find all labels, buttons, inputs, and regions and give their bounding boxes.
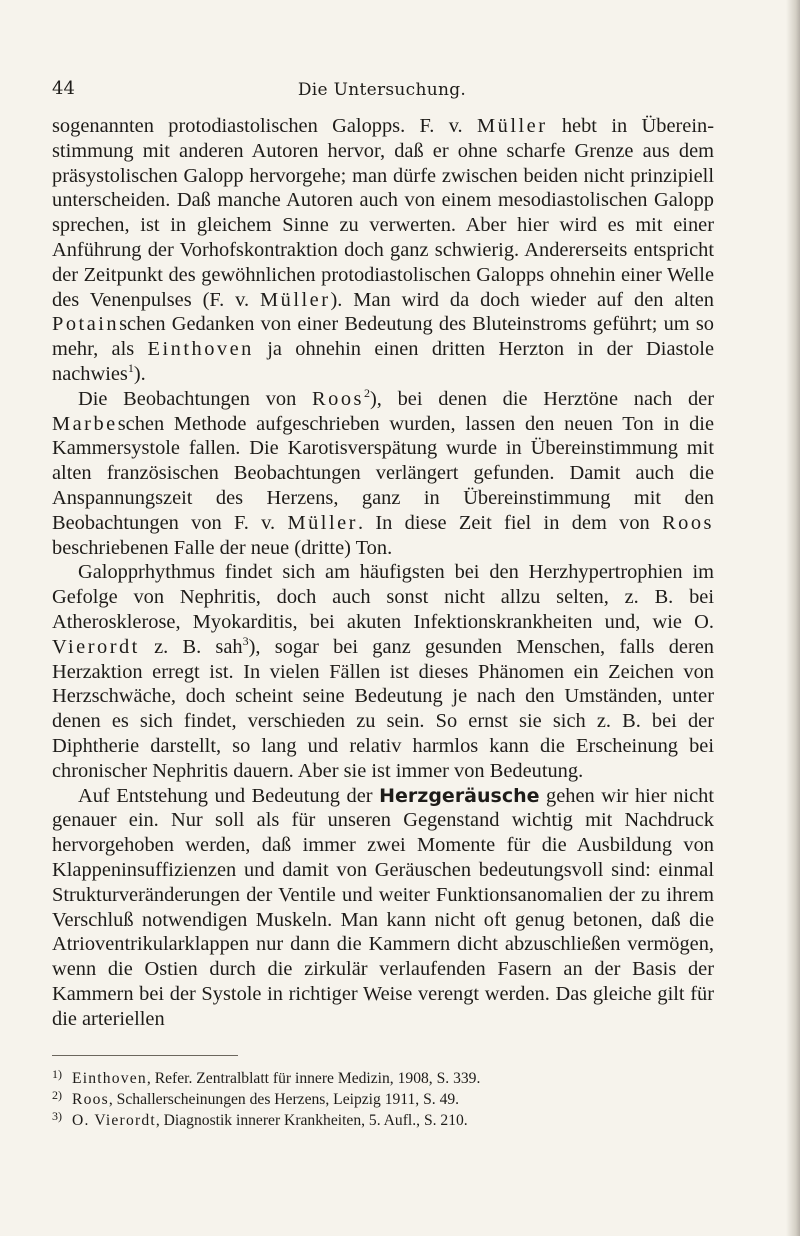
text-run: schen Methode aufgeschrieben wurden, lassen den neuen Ton in die Kammersystole fallen. Die Karotisverspätung wurde in Übereinstimmung mit alten französischen Beobachtungen verlängert gefunden. Damit auch die Anspannungszeit des Herzens, ganz in Übereinstimmung mit den Beobachtungen von F. v. [52,412,714,534]
text-run: schen Gedanken von einer Bedeutung des Bluteinstroms geführt; um so mehr, als [52,313,714,361]
text-run: z. B. sah [139,635,243,658]
text-run: . In diese Zeit fiel in dem von [357,511,663,534]
page-edge-shadow [786,0,800,1236]
footnotes [52,1068,712,1131]
footnote-author: O. Vierordt [72,1112,156,1129]
footnote: 1) Einthoven, Refer. Zentralblatt für innere Medizin, 1908, S. 339. [52,1067,481,1087]
text-run: Die Beobachtungen von [78,387,313,410]
author-name: Roos [662,511,714,534]
footnote-separator [52,1055,238,1056]
author-name: Einthoven [147,338,254,361]
paragraph [52,387,714,561]
author-name: Marbe [52,412,118,435]
body-text [52,114,714,1031]
author-name: Vierordt [52,635,140,658]
author-name: Müller [477,115,548,137]
footnote-citation: , Diagnostik innerer Krankheiten, 5. Aufl., S. 210. [155,1112,468,1129]
paragraph [52,560,714,783]
text-run: ). Man wird da doch wieder auf den alten [330,288,714,311]
footnote-ref: 2 [363,385,370,400]
footnote-ref: 1 [127,361,134,376]
footnote-author: Roos [72,1091,109,1108]
author-name: Müller [260,288,331,311]
text-run: Galopprhythmus findet sich am häufigsten bei den Herzhypertrophien im Gefolge von Nephritis, doch auch sonst nicht allzu selten, z. B. bei Atherosklerose, Myokarditis, bei akuten Infektionskrankheiten und, wie O. [52,561,714,633]
paragraph [52,114,714,387]
footnote-citation: , Schallerscheinungen des Herzens, Leipzig 1911, S. 49. [108,1091,460,1108]
running-title: Die Untersuchung. [297,80,467,100]
bold-term: Herzgeräusche [379,784,540,807]
text-run: hebt in Übereinstimmung mit anderen Autoren hervor, daß er ohne scharfe Grenze aus dem präsystolischen Galopp hervorgehe; man dürfe zwischen beiden nicht prinzipiell unterscheiden. Daß manche Autoren auch von einem mesodiastolischen Galopp sprechen, ist in gleichem Sinne zu verwerten. Aber hier wird es mit einer Anführung der Vorhofskontraktion doch ganz schwierig. Andererseits entspricht der Zeitpunkt des gewöhnlichen protodiastolischen Galopps ohnehin einer Welle des Venenpulses (F. v. [52,115,715,311]
footnote-author: Einthoven [72,1070,147,1087]
footnote: 2) Roos, Schallerscheinungen des Herzens, Leipzig 1911, S. 49. [52,1088,460,1108]
text-run: ), sogar bei ganz gesunden Menschen, falls deren Herzaktion erregt ist. In vielen Fällen ist dieses Phänomen ein Zeichen von Herzschwäche, doch scheint seine Bedeutung je nach den Umständen, unter denen es sich findet, verschieden zu sein. So ernst sie sich z. B. bei der Diphtherie darstellt, so lang und relativ harmlos kann die Erscheinung bei chronischer Nephritis dauern. Aber sie ist immer von Bedeutung. [52,635,714,782]
text-run: ja ohnehin einen dritten Herzton in der Diastole nachwies [52,338,715,385]
text-run: sogenannten protodiastolischen Galopps. F. v. [52,115,478,137]
author-name: Potain [52,313,120,336]
paragraph [52,784,714,1032]
author-name: Roos [312,387,364,410]
page-number: 44 [52,78,75,99]
page-header [52,78,712,102]
author-name: Müller [287,511,358,534]
footnote-citation: , Refer. Zentralblatt für innere Medizin, 1908, S. 339. [146,1070,481,1087]
text-run: beschriebenen Falle der neue (dritte) Ton. [52,536,393,559]
text-run: ), bei denen die Herztöne nach der [369,387,714,410]
footnote: 3) O. Vierordt, Diagnostik innerer Krankheiten, 5. Aufl., S. 210. [52,1109,468,1129]
text-run: ). [133,362,146,385]
text-run: Auf Entstehung und Bedeutung der [78,784,380,807]
footnote-ref: 3 [242,633,249,648]
text-run: gehen wir hier nicht genauer ein. Nur soll als für unseren Gegenstand wichtig mit Nachdruck hervorgehoben werden, daß immer zwei Momente für die Ausbildung von Klappeninsuffizienzen und damit von Geräuschen bedeutungsvoll sind: einmal Strukturveränderungen der Ventile und weiter Funktionsanomalien der zu ihrem Verschluß notwendigen Muskeln. Man kann nicht oft genug betonen, daß die Atrioventrikularklappen nur dann die Kammern dicht abzuschließen vermögen, wenn die Ostien durch die zirkulär verlaufenden Fasern an der Basis der Kammern bei der Systole in richtiger Weise verengt werden. Das gleiche gilt für die arteriellen [52,784,714,1030]
